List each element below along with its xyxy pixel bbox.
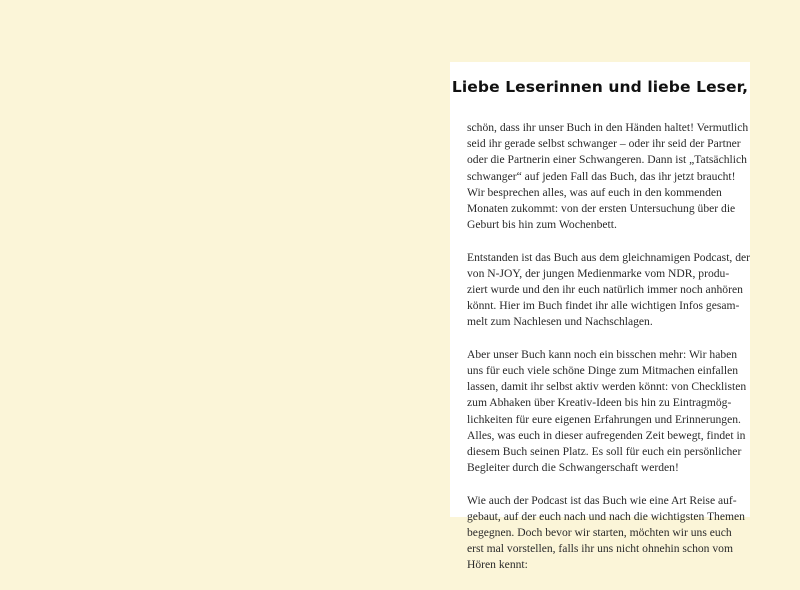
text-line: uns für euch viele schöne Dinge zum Mitmachen einfallen	[467, 364, 739, 378]
text-line: Begleiter durch die Schwangerschaft werden!	[467, 461, 679, 475]
page-title: Liebe Leserinnen und liebe Leser,	[451, 78, 749, 96]
text-line: Wie auch der Podcast ist das Buch wie eine Art Reise auf-	[467, 493, 737, 507]
paragraph	[467, 120, 749, 233]
paragraph	[467, 250, 751, 331]
text-line: ziert wurde und den ihr euch natürlich immer noch anhören	[467, 283, 743, 297]
text-line: oder die Partnerin einer Schwangeren. Dann ist „Tatsächlich	[467, 153, 747, 167]
text-line: erst mal vorstellen, falls ihr uns nicht ohnehin schon vom	[467, 542, 733, 556]
paragraph	[467, 347, 747, 477]
text-line: zum Abhaken über Kreativ-Ideen bis hin zu Eintragmög-	[467, 396, 732, 410]
text-line: Wir besprechen alles, was auf euch in den kommenden	[467, 185, 722, 199]
text-line: melt zum Nachlesen und Nachschlagen.	[467, 315, 653, 329]
text-line: seid ihr gerade selbst schwanger – oder ihr seid der Partner	[467, 137, 741, 151]
text-line: Monaten zukommt: von der ersten Untersuchung über die	[467, 202, 736, 216]
text-line: schwanger“ auf jeden Fall das Buch, das ihr jetzt braucht!	[467, 169, 736, 183]
text-line: lassen, damit ihr selbst aktiv werden könnt: von Checklisten	[467, 380, 747, 394]
text-line: diesem Buch seinen Platz. Es soll für euch ein persönlicher	[467, 445, 742, 459]
text-line: Alles, was euch in dieser aufregenden Zeit bewegt, findet in	[467, 428, 746, 442]
book-page	[450, 62, 751, 572]
paragraph	[467, 493, 745, 574]
text-line: Geburt bis hin zum Wochenbett.	[467, 218, 617, 232]
text-line: gebaut, auf der euch nach und nach die wichtigsten Themen	[467, 509, 745, 523]
text-line: schön, dass ihr unser Buch in den Händen haltet! Vermutlich	[467, 121, 749, 134]
text-line: Aber unser Buch kann noch ein bisschen mehr: Wir haben	[467, 347, 738, 361]
text-line: von N-JOY, der jungen Medienmarke vom NDR, produ-	[467, 266, 730, 280]
text-line: begegnen. Doch bevor wir starten, möchten wir uns euch	[467, 526, 732, 540]
text-line: Entstanden ist das Buch aus dem gleichnamigen Podcast, der	[467, 250, 751, 264]
page-body	[467, 120, 751, 590]
text-line: könnt. Hier im Buch findet ihr alle wichtigen Infos gesam-	[467, 299, 740, 313]
text-line: Hören kennt:	[467, 558, 528, 572]
text-line: lichkeiten für eure eigenen Erfahrungen und Erinnerungen.	[467, 412, 741, 426]
